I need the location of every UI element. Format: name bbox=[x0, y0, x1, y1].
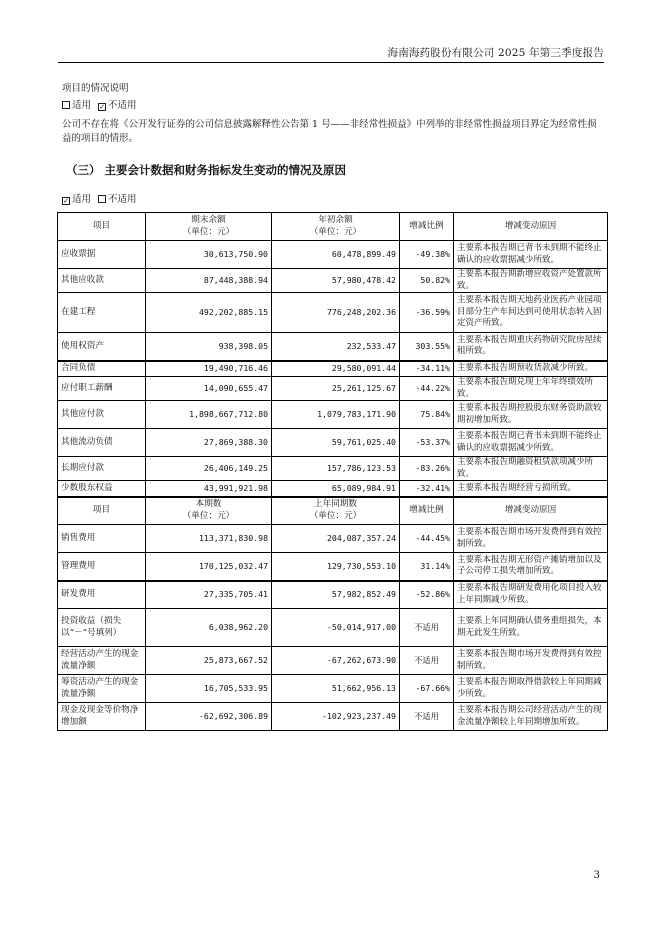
table-row bbox=[58, 401, 608, 429]
row-item: 在建工程 bbox=[58, 293, 146, 333]
row-current: 16,705,533.95 bbox=[146, 675, 272, 703]
table1-header-row bbox=[58, 213, 608, 241]
row-change-pct: 不适用 bbox=[400, 609, 454, 647]
row-item: 经营活动产生的现金流量净额 bbox=[58, 647, 146, 675]
row-prior: 51,662,956.13 bbox=[272, 675, 400, 703]
row-change-pct: -67.66% bbox=[400, 675, 454, 703]
row-start-balance: 60,478,899.49 bbox=[272, 241, 400, 269]
row-reason: 主要系本报告期新增应收资产处置款所致。 bbox=[454, 269, 608, 293]
row-start-balance: 1,079,783,171.90 bbox=[272, 401, 400, 429]
row-start-balance: 157,786,123.53 bbox=[272, 457, 400, 481]
report-header-title: 海南海药股份有限公司 2025 年第三季度报告 bbox=[387, 47, 604, 59]
row-change-pct: -53.37% bbox=[400, 429, 454, 457]
row-end-balance: 43,991,921.98 bbox=[146, 481, 272, 497]
applicable-label: 适用 bbox=[72, 194, 92, 205]
header-current-period: 本期数 （单位：元） bbox=[146, 497, 272, 525]
row-item: 现金及现金等价物净增加额 bbox=[58, 703, 146, 731]
row-item: 其他流动负债 bbox=[58, 429, 146, 457]
checked-box-icon: ✓ bbox=[63, 197, 69, 205]
table-row bbox=[58, 429, 608, 457]
row-reason: 主要系本报告期已背书未到期不能终止确认的应收票据减少所致。 bbox=[454, 429, 608, 457]
row-change-pct: 75.84% bbox=[400, 401, 454, 429]
row-end-balance: 19,490,716.46 bbox=[146, 361, 272, 377]
row-reason: 主要系本报告期融资租赁款项减少所致。 bbox=[454, 457, 608, 481]
row-current: -62,692,306.89 bbox=[146, 703, 272, 731]
row-start-balance: 25,261,125.67 bbox=[272, 377, 400, 401]
row-reason: 主要系本报告期取得借款较上年同期减少所致。 bbox=[454, 675, 608, 703]
row-start-balance: 59,761,025.40 bbox=[272, 429, 400, 457]
row-end-balance: 1,898,667,712.80 bbox=[146, 401, 272, 429]
unchecked-box-icon bbox=[62, 101, 70, 109]
row-reason: 主要系本报告期预收货款减少所致。 bbox=[454, 361, 608, 377]
row-current: 113,371,830.98 bbox=[146, 525, 272, 553]
row-item: 投资收益（损失以“－”号填列） bbox=[58, 609, 146, 647]
row-start-balance: 65,089,984.91 bbox=[272, 481, 400, 497]
row-change-pct: -44.45% bbox=[400, 525, 454, 553]
row-item: 合同负债 bbox=[58, 361, 146, 377]
row-reason: 主要系本报告期重庆药物研究院房屋续租所致。 bbox=[454, 333, 608, 361]
table-row bbox=[58, 241, 608, 269]
row-prior: 129,730,553.10 bbox=[272, 553, 400, 581]
table2-header-row bbox=[58, 497, 608, 525]
table-row bbox=[58, 361, 608, 377]
header-prior-period: 上年同期数 （单位：元） bbox=[272, 497, 400, 525]
row-change-pct: -36.59% bbox=[400, 293, 454, 333]
row-reason: 主要系本报告期控股股东财务资助款较期初增加所致。 bbox=[454, 401, 608, 429]
table-row bbox=[58, 675, 608, 703]
row-item: 销售费用 bbox=[58, 525, 146, 553]
table-row bbox=[58, 293, 608, 333]
row-reason: 主要系本报告期市场开发费得到有效控制所致。 bbox=[454, 525, 608, 553]
row-prior: 57,982,852.49 bbox=[272, 581, 400, 609]
row-item: 使用权资产 bbox=[58, 333, 146, 361]
header-reason: 增减变动原因 bbox=[454, 213, 608, 241]
row-current: 170,125,032.47 bbox=[146, 553, 272, 581]
row-reason: 主要系上年同期确认债务重组损失，本期无此发生所致。 bbox=[454, 609, 608, 647]
row-start-balance: 232,533.47 bbox=[272, 333, 400, 361]
table-row bbox=[58, 703, 608, 731]
table-row bbox=[58, 377, 608, 401]
row-end-balance: 27,869,388.30 bbox=[146, 429, 272, 457]
section-title: （三） 主要会计数据和财务指标发生变动的情况及原因 bbox=[66, 163, 347, 177]
header-item: 项目 bbox=[58, 213, 146, 241]
row-item: 少数股东权益 bbox=[58, 481, 146, 497]
row-end-balance: 492,202,885.15 bbox=[146, 293, 272, 333]
table-row bbox=[58, 525, 608, 553]
row-change-pct: -44.22% bbox=[400, 377, 454, 401]
row-item: 筹资活动产生的现金流量净额 bbox=[58, 675, 146, 703]
not-applicable-label: 不适用 bbox=[108, 100, 137, 111]
row-change-pct: -32.41% bbox=[400, 481, 454, 497]
not-applicable-label: 不适用 bbox=[108, 194, 137, 205]
section-checkboxes bbox=[62, 193, 137, 207]
row-change-pct: 不适用 bbox=[400, 703, 454, 731]
header-end-balance: 期末余额 （单位：元） bbox=[146, 213, 272, 241]
row-change-pct: -49.38% bbox=[400, 241, 454, 269]
row-change-pct: 不适用 bbox=[400, 647, 454, 675]
page-number: 3 bbox=[593, 870, 600, 881]
table-row bbox=[58, 333, 608, 361]
row-end-balance: 14,090,655.47 bbox=[146, 377, 272, 401]
row-reason: 主要系本报告期研发费用化项目投入较上年同期减少所致。 bbox=[454, 581, 608, 609]
table-row bbox=[58, 269, 608, 293]
row-reason: 主要系本报告期无形资产摊销增加以及子公司停工损失增加所致。 bbox=[454, 553, 608, 581]
row-end-balance: 26,406,149.25 bbox=[146, 457, 272, 481]
row-end-balance: 30,613,750.90 bbox=[146, 241, 272, 269]
row-reason: 主要系本报告期天地药业医药产业园项目部分生产车间达到可使用状态转入固定资产所致。 bbox=[454, 293, 608, 333]
nonrecurring-body: 公司不存在将《公开发行证券的公司信息披露解释性公告第 1 号——非经常性损益》中列举的非经常性损益项目界定为经常性损益的项目的情形。 bbox=[62, 119, 597, 144]
row-item: 管理费用 bbox=[58, 553, 146, 581]
row-prior: -67,262,673.90 bbox=[272, 647, 400, 675]
row-reason: 主要系本报告期已背书未到期不能终止确认的应收票据减少所致。 bbox=[454, 241, 608, 269]
row-reason: 主要系本报告期兑现上年年终绩效所致。 bbox=[454, 377, 608, 401]
row-prior: 204,087,357.24 bbox=[272, 525, 400, 553]
row-change-pct: 50.82% bbox=[400, 269, 454, 293]
checked-box-icon: ✓ bbox=[99, 103, 105, 111]
row-current: 25,873,667.52 bbox=[146, 647, 272, 675]
header-start-balance: 年初余额 （单位：元） bbox=[272, 213, 400, 241]
applicable-label: 适用 bbox=[72, 100, 92, 111]
table-row bbox=[58, 457, 608, 481]
row-reason: 主要系本报告期公司经营活动产生的现金流量净额较上年同期增加所致。 bbox=[454, 703, 608, 731]
row-change-pct: -83.26% bbox=[400, 457, 454, 481]
table-row bbox=[58, 647, 608, 675]
row-end-balance: 938,398.05 bbox=[146, 333, 272, 361]
row-change-pct: -34.11% bbox=[400, 361, 454, 377]
row-reason: 主要系本报告期经营亏损所致。 bbox=[454, 481, 608, 497]
row-prior: -102,923,237.49 bbox=[272, 703, 400, 731]
row-item: 其他应收款 bbox=[58, 269, 146, 293]
header-change-pct: 增减比例 bbox=[400, 213, 454, 241]
nonrecurring-checkboxes bbox=[62, 99, 137, 113]
row-start-balance: 29,580,091.44 bbox=[272, 361, 400, 377]
row-prior: -50,014,917.00 bbox=[272, 609, 400, 647]
row-start-balance: 776,248,202.36 bbox=[272, 293, 400, 333]
row-change-pct: 31.14% bbox=[400, 553, 454, 581]
row-item: 应收票据 bbox=[58, 241, 146, 269]
table-row bbox=[58, 481, 608, 497]
row-change-pct: 303.55% bbox=[400, 333, 454, 361]
header-divider bbox=[58, 62, 604, 63]
header-reason: 增减变动原因 bbox=[454, 497, 608, 525]
row-current: 6,038,962.20 bbox=[146, 609, 272, 647]
row-item: 研发费用 bbox=[58, 581, 146, 609]
table-row bbox=[58, 553, 608, 581]
table-row bbox=[58, 609, 608, 647]
row-item: 其他应付款 bbox=[58, 401, 146, 429]
header-change-pct: 增减比例 bbox=[400, 497, 454, 525]
row-start-balance: 57,980,478.42 bbox=[272, 269, 400, 293]
unchecked-box-icon bbox=[98, 195, 106, 203]
table-row bbox=[58, 581, 608, 609]
row-change-pct: -52.86% bbox=[400, 581, 454, 609]
financial-changes-table bbox=[57, 212, 608, 731]
row-end-balance: 87,448,388.94 bbox=[146, 269, 272, 293]
header-item: 项目 bbox=[58, 497, 146, 525]
row-item: 应付职工薪酬 bbox=[58, 377, 146, 401]
row-current: 27,335,705.41 bbox=[146, 581, 272, 609]
row-item: 长期应付款 bbox=[58, 457, 146, 481]
nonrecurring-heading: 项目的情况说明 bbox=[62, 83, 129, 94]
row-reason: 主要系本报告期市场开发费得到有效控制所致。 bbox=[454, 647, 608, 675]
